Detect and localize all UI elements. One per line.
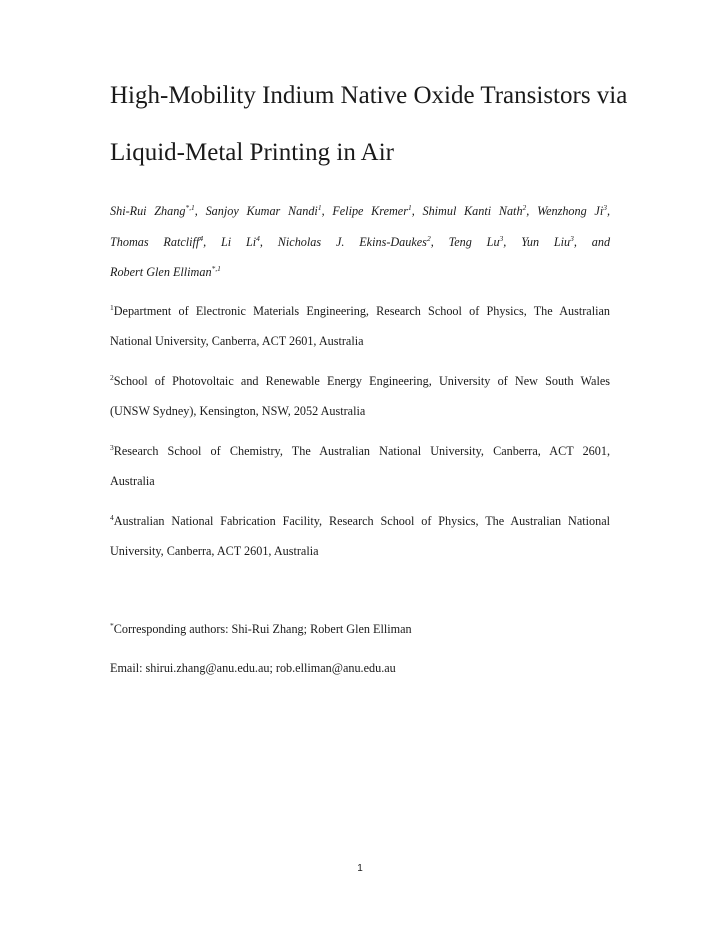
title-line-1: High-Mobility Indium Native Oxide Transistors via	[110, 82, 628, 109]
corresponding-mark: *	[110, 621, 114, 630]
title-line-2: Liquid-Metal Printing in Air	[110, 139, 395, 166]
author-name: Felipe Kremer	[332, 204, 408, 218]
affiliation-number: 3	[110, 443, 114, 452]
author-affiliation-mark: 2	[426, 233, 431, 243]
paper-title	[110, 67, 630, 181]
author-name: Shi-Rui Zhang	[110, 204, 186, 218]
author-name: Sanjoy Kumar Nandi	[205, 204, 318, 218]
author-affiliation-mark: 2	[522, 203, 527, 212]
author-affiliation-mark: *,1	[211, 264, 221, 273]
author-list	[110, 196, 610, 288]
author-name: Nicholas J. Ekins-Daukes	[277, 234, 427, 249]
author-affiliation-mark: 3	[603, 203, 607, 212]
author-name: Thomas Ratcliff	[110, 234, 200, 249]
author-affiliation-mark: 1	[317, 203, 322, 212]
page-number: 1	[357, 863, 363, 874]
author-affiliation-mark: *,1	[185, 203, 195, 212]
author-line-1: Shi-Rui Zhang$^{*,1}$, Sanjoy Kumar Nandi$^1$, Felipe Kremer$^1$, Shimul Kanti Nath$^2$, Wenzhong Ji$^3$,	[110, 203, 611, 218]
affiliation-number: 4	[110, 513, 114, 522]
affiliation-number: 2	[110, 373, 114, 382]
author-name: Li Li	[220, 234, 257, 249]
author-name: Teng Lu	[448, 234, 500, 249]
author-affiliation-mark: 3	[570, 233, 574, 243]
affiliation-number: 1	[110, 303, 114, 312]
author-affiliation-mark: 3	[499, 233, 504, 243]
affiliation-4: $^4$Australian National Fabrication Facility, Research School of Physics, The Australian National University, Canberra, ACT 2601, Australia	[110, 513, 610, 558]
author-affiliation-mark: 1	[407, 203, 412, 212]
affiliation-3: $^3$Research School of Chemistry, The Australian National University, Canberra, ACT 2601, Australia	[110, 443, 610, 488]
author-line-2: Thomas Ratcliff$^4$, Li Li$^4$, Nicholas J. Ekins-Daukes$^2$, Teng Lu$^3$, Yun Liu$^3$, and	[110, 233, 611, 249]
author-affiliation-mark: 4	[199, 233, 204, 243]
affiliation-2: $^2$School of Photovoltaic and Renewable Energy Engineering, University of New South Wales (UNSW Sydney), Kensington, NSW, 2052 Australia	[110, 373, 610, 418]
email-line: Email: shirui.zhang@anu.edu.au; rob.elliman@anu.edu.au	[110, 661, 396, 675]
corresponding-authors: *Corresponding authors: Shi-Rui Zhang; Robert Glen Elliman	[110, 621, 412, 636]
author-name: Wenzhong Ji	[537, 204, 604, 218]
author-name: Robert Glen Elliman	[110, 265, 212, 279]
author-line-3	[110, 257, 610, 288]
author-name: Yun Liu	[521, 234, 571, 249]
author-affiliation-mark: 4	[256, 233, 260, 243]
author-name: Shimul Kanti Nath	[422, 204, 523, 218]
affiliation-1: $^1$Department of Electronic Materials Engineering, Research School of Physics, The Australian National University, Canberra, ACT 2601, Australia	[110, 303, 610, 348]
